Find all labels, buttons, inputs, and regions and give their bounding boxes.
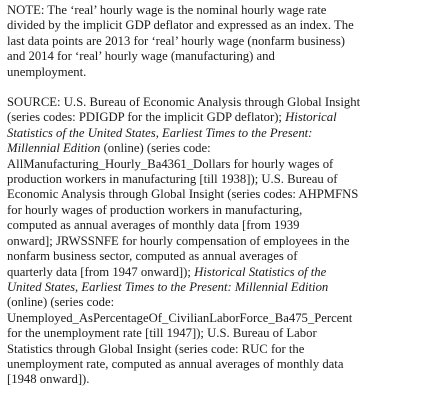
source-line-4 — [7, 141, 439, 156]
source-italic-title: Historical — [285, 110, 337, 125]
source-line-18: unemployment rate, computed as annual averages of monthly data — [7, 356, 344, 371]
note-line-2: divided by the implicit GDP deflator and expressed as an index. The — [7, 18, 354, 33]
source-line-9: computed as annual averages of monthly data [from 1939 — [7, 218, 300, 233]
source-line-12 — [7, 265, 439, 280]
source-paragraph — [7, 95, 439, 388]
source-line-10: onward]; JRWSSNFE for hourly compensation of employees in the — [7, 233, 350, 248]
source-line-19: [1948 onward]). — [7, 372, 90, 387]
source-text: (series codes: PDIGDP for the implicit GDP deflator); — [7, 110, 286, 125]
paragraph-gap — [7, 80, 439, 95]
note-line-3: last data points are 2013 for ‘real’ hourly wage (nonfarm business) — [7, 33, 345, 48]
source-line-11: nonfarm business sector, computed as annual averages of — [7, 249, 298, 264]
document-page — [7, 3, 439, 388]
source-text: (online) (series code: — [100, 141, 211, 156]
source-line-2 — [7, 110, 439, 125]
source-italic-title: Millennial Edition — [7, 141, 101, 156]
source-line-13: United States, Earliest Times to the Present: Millennial Edition — [7, 279, 329, 294]
source-line-1: SOURCE: U.S. Bureau of Economic Analysis through Global Insight — [7, 95, 361, 110]
note-line-4: and 2014 for ‘real’ hourly wage (manufacturing) and — [7, 49, 275, 64]
source-line-16: for the unemployment rate [till 1947]); U.S. Bureau of Labor — [7, 326, 317, 341]
note-paragraph — [7, 3, 439, 80]
note-line-1: NOTE: The ‘real’ hourly wage is the nominal hourly wage rate — [7, 3, 327, 17]
source-line-15: Unemployed_AsPercentageOf_CivilianLaborForce_Ba475_Percent — [7, 310, 353, 325]
note-line-5: unemployment. — [7, 64, 87, 79]
source-line-14: (online) (series code: — [7, 295, 115, 310]
source-italic-title: Historical Statistics of the — [194, 264, 327, 279]
source-line-3: Statistics of the United States, Earliest Times to the Present: — [7, 125, 313, 140]
source-line-17: Statistics through Global Insight (series code: RUC for the — [7, 341, 305, 356]
source-line-5: AllManufacturing_Hourly_Ba4361_Dollars for hourly wages of — [7, 156, 334, 171]
source-line-8: for hourly wages of production workers in manufacturing, — [7, 202, 303, 217]
source-line-7: Economic Analysis through Global Insight (series codes: AHPMFNS — [7, 187, 359, 202]
source-text: quarterly data [from 1947 onward]); — [7, 264, 195, 279]
source-line-6: production workers in manufacturing [till 1938]); U.S. Bureau of — [7, 172, 338, 187]
